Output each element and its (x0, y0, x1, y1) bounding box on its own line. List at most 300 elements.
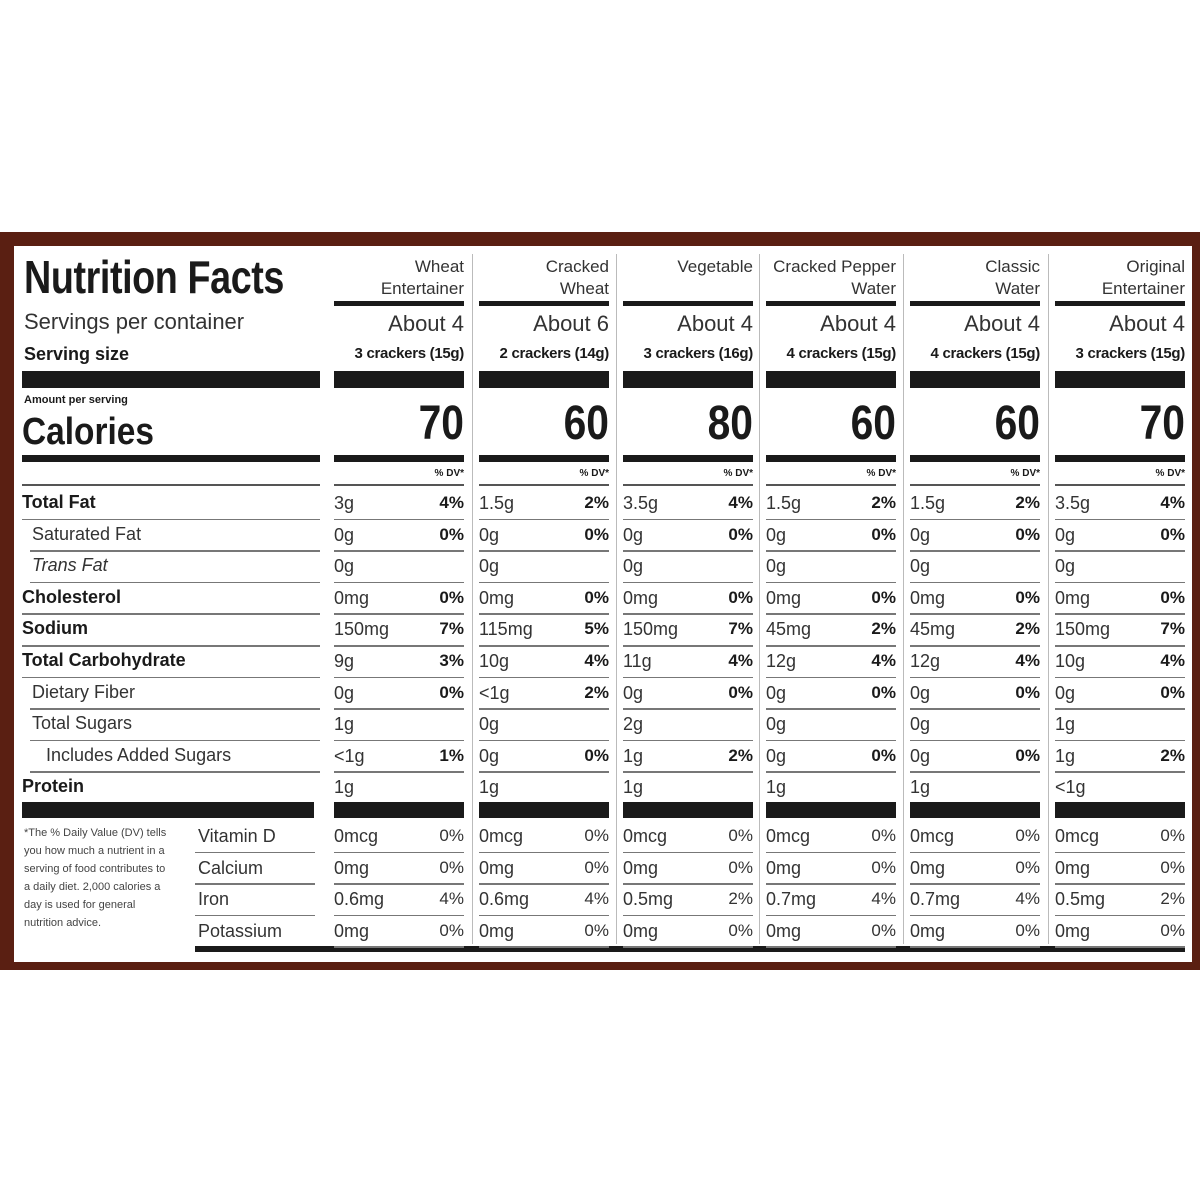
nutrient-dv: 2% (871, 619, 896, 639)
row-rule (1055, 550, 1185, 552)
calories-value: 70 (418, 397, 464, 450)
nutrient-amount: 150mg (623, 619, 679, 640)
vitamin-dv: 0% (584, 857, 609, 877)
vitamin-rule (623, 852, 753, 854)
vitamin-amount: 0.7mg (766, 889, 817, 910)
servings-value: About 6 (533, 311, 609, 336)
nutrient-dv: 0% (1160, 682, 1185, 702)
column-separator (1048, 254, 1049, 944)
nutrient-dv: 7% (728, 619, 753, 639)
nutrient-amount: 1g (479, 777, 500, 798)
vitamin-dv: 2% (728, 889, 753, 909)
vitamin-rule (766, 946, 896, 948)
nutrient-amount: 1g (623, 745, 644, 766)
nutrient-dv: 0% (439, 524, 464, 544)
nutrient-dv: 4% (728, 493, 753, 512)
product-thick-bottom (910, 802, 1040, 818)
nutrient-dv: 4% (871, 651, 896, 670)
nutrient-dv: 7% (439, 619, 464, 639)
nutrient-dv: 2% (871, 493, 896, 512)
vitamin-rule (479, 946, 609, 948)
nutrient-amount: 150mg (334, 619, 390, 640)
row-rule (479, 771, 609, 773)
vitamin-rule (479, 915, 609, 917)
serving-size-value: 2 crackers (14g) (499, 345, 609, 362)
vitamin-dv: 0% (728, 857, 753, 877)
row-rule (910, 677, 1040, 679)
serving-size-value: 3 crackers (16g) (643, 345, 753, 362)
vitamin-amount: 0mcg (1055, 826, 1100, 846)
amount-per-serving-label: Amount per serving (24, 394, 128, 406)
serving-size-value: 4 crackers (15g) (786, 345, 896, 362)
row-rule (334, 519, 464, 521)
nutrient-dv: 4% (1015, 651, 1040, 670)
nutrient-amount: 12g (910, 651, 941, 671)
serving-size-label: Serving size (24, 344, 130, 364)
vitamin-rule (479, 883, 609, 885)
calories-value: 80 (707, 397, 753, 450)
nutrient-amount: 1g (910, 777, 931, 798)
servings-value: About 4 (820, 311, 896, 336)
serving-size-value: 3 crackers (15g) (354, 345, 464, 362)
row-rule (1055, 708, 1185, 710)
vitamin-dv: 0% (728, 920, 753, 940)
row-rule (479, 582, 609, 584)
row-rule (623, 550, 753, 552)
nutrient-label-total_fat: Total Fat (22, 492, 96, 512)
nutrient-dv: 0% (871, 682, 896, 702)
vitamin-amount: 0mg (623, 920, 659, 941)
product-name-line: Classic (985, 257, 1040, 276)
nutrient-dv: 0% (439, 587, 464, 607)
vitamin-dv: 4% (439, 889, 464, 909)
vitamin-rule (766, 915, 896, 917)
nutrient-dv: 4% (584, 651, 609, 670)
nutrient-amount: 2g (623, 714, 644, 735)
product-thick-bottom (623, 802, 753, 818)
dv-header: % DV* (434, 468, 464, 479)
vitamin-rule (195, 883, 315, 885)
row-rule (766, 677, 896, 679)
product-thick-bottom (766, 802, 896, 818)
nutrient-amount: 0mg (910, 587, 946, 608)
calories-value: 70 (1139, 397, 1185, 450)
nutrient-amount: 0g (479, 714, 500, 735)
vitamin-dv: 4% (1015, 889, 1040, 909)
servings-value: About 4 (388, 311, 464, 336)
vitamin-label-potassium: Potassium (198, 920, 283, 941)
row-rule (479, 613, 609, 615)
nutrient-dv: 2% (1160, 745, 1185, 765)
row-rule (1055, 677, 1185, 679)
row-rule (910, 771, 1040, 773)
row-rule (479, 645, 609, 647)
divider-thin (22, 484, 320, 486)
vitamin-amount: 0mg (1055, 857, 1091, 878)
row-rule (623, 613, 753, 615)
vitamin-rule (334, 883, 464, 885)
nutrient-label-total_sugars: Total Sugars (32, 713, 133, 734)
vitamin-rule (766, 883, 896, 885)
row-rule (30, 740, 320, 742)
vitamin-dv: 0% (439, 920, 464, 940)
nutrient-amount: 1.5g (766, 493, 802, 513)
vitamin-amount: 0.6mg (334, 889, 385, 910)
dv-header: % DV* (1010, 468, 1040, 479)
nutrient-amount: 115mg (479, 619, 533, 640)
product-thick-bar (1055, 371, 1185, 388)
product-name-line: Water (995, 279, 1040, 298)
vitamin-dv: 0% (1015, 857, 1040, 877)
vitamin-amount: 0mcg (766, 826, 811, 846)
vitamin-amount: 0.5mg (1055, 889, 1106, 910)
nutrient-label-sodium: Sodium (22, 618, 88, 639)
footnote: *The % Daily Value (DV) tells you how much a nutrient in a serving of food contributes to a daily diet. 2,000 calories a day is used for general nutrition advice. (24, 827, 167, 929)
nutrient-dv: 2% (1015, 493, 1040, 512)
serving-size-value: 3 crackers (15g) (1075, 345, 1185, 362)
vitamin-rule (623, 883, 753, 885)
product-medium-bar (910, 455, 1040, 462)
label-title: Nutrition Facts (24, 251, 284, 303)
nutrient-dv: 0% (1160, 524, 1185, 544)
vitamin-amount: 0mg (1055, 920, 1091, 941)
nutrient-amount: 0g (1055, 682, 1076, 703)
nutrient-dv: 1% (439, 745, 464, 765)
servings-value: About 4 (964, 311, 1040, 336)
nutrient-amount: 0g (334, 524, 355, 545)
nutrient-amount: 0g (766, 556, 787, 577)
row-rule (766, 740, 896, 742)
product-thick-bottom (334, 802, 464, 818)
vitamin-dv: 0% (1160, 826, 1185, 845)
nutrient-label-total_carbohydrate: Total Carbohydrate (22, 650, 186, 670)
nutrient-amount: 1g (1055, 745, 1076, 766)
nutrient-amount: 1g (334, 777, 355, 798)
nutrient-dv: 4% (1160, 493, 1185, 512)
nutrient-amount: 0g (910, 524, 931, 545)
row-rule (334, 645, 464, 647)
nutrient-amount: 0g (910, 556, 931, 577)
product-name-line: Original (1126, 257, 1185, 276)
servings-value: About 4 (1109, 311, 1185, 336)
nutrient-dv: 0% (871, 587, 896, 607)
vitamin-rule (1055, 852, 1185, 854)
nutrient-dv: 2% (1015, 619, 1040, 639)
row-rule (479, 519, 609, 521)
vitamin-amount: 0mg (334, 920, 370, 941)
row-rule (479, 708, 609, 710)
row-rule (910, 550, 1040, 552)
vitamin-rule (1055, 946, 1185, 948)
nutrient-amount: 10g (1055, 651, 1086, 671)
dv-header: % DV* (723, 468, 753, 479)
nutrient-amount: 1.5g (479, 493, 515, 513)
nutrient-dv: 4% (439, 493, 464, 512)
vitamin-rule (910, 883, 1040, 885)
nutrient-amount: 45mg (910, 619, 956, 640)
nutrient-dv: 0% (1015, 524, 1040, 544)
row-rule (1055, 582, 1185, 584)
product-thick-bar (334, 371, 464, 388)
nutrient-amount: 0g (1055, 524, 1076, 545)
vitamin-amount: 0mcg (479, 826, 524, 846)
nutrient-amount: 3.5g (623, 493, 659, 513)
nutrient-amount: 9g (334, 651, 355, 671)
row-rule (910, 645, 1040, 647)
row-rule (766, 613, 896, 615)
row-rule (623, 740, 753, 742)
product-name-line: Entertainer (1101, 279, 1185, 298)
vitamin-amount: 0mcg (334, 826, 379, 846)
nutrient-amount: 10g (479, 651, 510, 671)
nutrient-amount: 0mg (334, 587, 370, 608)
nutrient-amount: 150mg (1055, 619, 1111, 640)
product-thick-bar (479, 371, 609, 388)
nutrient-label-cholesterol: Cholesterol (22, 586, 122, 607)
vitamin-amount: 0mg (479, 920, 515, 941)
vitamin-dv: 0% (584, 920, 609, 940)
vitamin-amount: 0mcg (910, 826, 955, 846)
nutrient-label-added_sugars: Includes Added Sugars (46, 744, 232, 765)
row-rule (910, 708, 1040, 710)
nutrient-amount: 0g (766, 682, 787, 703)
product-thin-rule (479, 484, 609, 486)
nutrient-amount: 12g (766, 651, 797, 671)
product-header-rule (1055, 301, 1185, 306)
row-rule (334, 740, 464, 742)
vitamin-rule (1055, 883, 1185, 885)
row-rule (1055, 519, 1185, 521)
product-header-rule (623, 301, 753, 306)
dv-header: % DV* (579, 468, 609, 479)
nutrient-amount: 0mg (766, 587, 802, 608)
vitamin-amount: 0mg (334, 857, 370, 878)
product-name-line: Entertainer (380, 279, 464, 298)
vitamin-dv: 0% (584, 826, 609, 845)
nutrient-label-protein: Protein (22, 776, 85, 797)
row-rule (623, 645, 753, 647)
vitamin-amount: 0mg (766, 920, 802, 941)
nutrient-dv: 0% (1160, 587, 1185, 607)
dv-header: % DV* (866, 468, 896, 479)
row-rule (334, 677, 464, 679)
row-rule (623, 582, 753, 584)
vitamin-amount: 0mg (910, 920, 946, 941)
nutrient-label-saturated_fat: Saturated Fat (32, 523, 142, 544)
row-rule (766, 550, 896, 552)
divider-thick (22, 371, 320, 388)
vitamin-dv: 0% (439, 857, 464, 877)
vitamin-rule (195, 915, 315, 917)
nutrient-amount: 0mg (623, 587, 659, 608)
vitamin-dv: 4% (871, 889, 896, 909)
vitamin-dv: 0% (1015, 826, 1040, 845)
nutrient-amount: 0g (334, 682, 355, 703)
nutrient-dv: 4% (728, 651, 753, 670)
nutrient-dv: 3% (439, 651, 464, 670)
nutrient-amount: <1g (479, 682, 510, 703)
calories-label: Calories (22, 411, 154, 453)
vitamin-rule (766, 852, 896, 854)
product-name-line: Cracked Pepper (773, 257, 896, 276)
vitamin-rule (910, 915, 1040, 917)
serving-size-value: 4 crackers (15g) (930, 345, 1040, 362)
vitamin-rule (479, 852, 609, 854)
calories-value: 60 (994, 397, 1040, 450)
row-rule (623, 677, 753, 679)
row-rule (910, 582, 1040, 584)
nutrient-amount: 0mg (1055, 587, 1091, 608)
row-rule (1055, 740, 1185, 742)
row-rule (334, 613, 464, 615)
nutrient-dv: 0% (1015, 682, 1040, 702)
product-thin-rule (334, 484, 464, 486)
row-rule (334, 771, 464, 773)
row-rule (623, 708, 753, 710)
vitamin-dv: 0% (871, 826, 896, 845)
vitamin-amount: 0mg (479, 857, 515, 878)
nutrient-amount: 0g (479, 556, 500, 577)
vitamin-rule (334, 852, 464, 854)
nutrient-label-dietary_fiber: Dietary Fiber (32, 681, 136, 702)
nutrient-amount: 3g (334, 493, 355, 513)
nutrient-amount: 1.5g (910, 493, 946, 513)
nutrient-amount: <1g (334, 745, 365, 766)
nutrient-amount: 1g (623, 777, 644, 798)
vitamin-rule (1055, 915, 1185, 917)
divider-thick-bottom (22, 802, 314, 818)
nutrient-amount: 1g (334, 714, 355, 735)
row-rule (22, 613, 320, 615)
row-rule (766, 582, 896, 584)
vitamin-amount: 0mg (623, 857, 659, 878)
row-rule (910, 740, 1040, 742)
vitamin-rule (623, 946, 753, 948)
vitamin-dv: 2% (1160, 889, 1185, 909)
nutrient-amount: 0g (910, 682, 931, 703)
nutrient-dv: 4% (1160, 651, 1185, 670)
row-rule (22, 645, 320, 647)
product-thick-bottom (479, 802, 609, 818)
column-separator (903, 254, 904, 944)
vitamin-amount: 0mg (766, 857, 802, 878)
column-separator (759, 254, 760, 944)
product-medium-bar (766, 455, 896, 462)
product-medium-bar (623, 455, 753, 462)
nutrient-dv: 0% (584, 587, 609, 607)
vitamin-dv: 0% (439, 826, 464, 845)
vitamin-dv: 0% (728, 826, 753, 845)
servings-per-container-label: Servings per container (24, 309, 245, 334)
product-thick-bar (910, 371, 1040, 388)
nutrient-amount: 0g (766, 745, 787, 766)
row-rule (1055, 613, 1185, 615)
nutrient-dv: 2% (584, 682, 609, 702)
vitamin-dv: 4% (584, 889, 609, 909)
product-header-rule (910, 301, 1040, 306)
nutrient-amount: 3.5g (1055, 493, 1091, 513)
servings-value: About 4 (677, 311, 753, 336)
row-rule (479, 677, 609, 679)
nutrient-amount: 1g (766, 777, 787, 798)
row-rule (334, 550, 464, 552)
product-thick-bottom (1055, 802, 1185, 818)
product-name-line: Vegetable (677, 257, 753, 276)
product-medium-bar (334, 455, 464, 462)
vitamin-dv: 0% (871, 857, 896, 877)
product-header-rule (334, 301, 464, 306)
nutrient-amount: 0g (910, 745, 931, 766)
calories-value: 60 (850, 397, 896, 450)
vitamin-amount: 0mcg (623, 826, 668, 846)
row-rule (22, 677, 320, 679)
nutrient-amount: 0g (766, 714, 787, 735)
row-rule (623, 519, 753, 521)
row-rule (1055, 645, 1185, 647)
vitamin-dv: 0% (1160, 857, 1185, 877)
nutrient-amount: 0g (623, 524, 644, 545)
nutrient-amount: <1g (1055, 777, 1086, 798)
vitamin-label-vitamin_d: Vitamin D (198, 826, 276, 846)
column-separator (616, 254, 617, 944)
product-name-line: Wheat (414, 257, 464, 276)
vitamin-amount: 0.5mg (623, 889, 674, 910)
row-rule (334, 582, 464, 584)
row-rule (334, 708, 464, 710)
vitamin-label-iron: Iron (198, 889, 230, 910)
vitamin-dv: 0% (871, 920, 896, 940)
row-rule (479, 550, 609, 552)
nutrient-dv: 0% (871, 745, 896, 765)
nutrient-amount: 0mg (479, 587, 515, 608)
product-header-rule (479, 301, 609, 306)
nutrient-dv: 2% (584, 493, 609, 512)
vitamin-dv: 0% (1160, 920, 1185, 940)
vitamin-rule (195, 852, 315, 854)
nutrient-amount: 0g (479, 745, 500, 766)
nutrient-dv: 7% (1160, 619, 1185, 639)
row-rule (766, 519, 896, 521)
dv-header: % DV* (1155, 468, 1185, 479)
vitamin-amount: 0.6mg (479, 889, 530, 910)
calories-value: 60 (563, 397, 609, 450)
product-header-rule (766, 301, 896, 306)
nutrient-dv: 0% (728, 524, 753, 544)
row-rule (1055, 771, 1185, 773)
nutrient-dv: 0% (439, 682, 464, 702)
nutrient-dv: 0% (728, 682, 753, 702)
vitamin-rule (334, 915, 464, 917)
row-rule (766, 708, 896, 710)
column-separator (472, 254, 473, 944)
vitamin-rule (623, 915, 753, 917)
nutrient-amount: 0g (479, 524, 500, 545)
row-rule (22, 519, 320, 521)
row-rule (30, 771, 320, 773)
vitamin-label-calcium: Calcium (198, 857, 264, 878)
nutrient-dv: 0% (1015, 587, 1040, 607)
nutrient-dv: 0% (584, 524, 609, 544)
nutrient-dv: 0% (584, 745, 609, 765)
vitamin-rule (334, 946, 464, 948)
product-thin-rule (1055, 484, 1185, 486)
product-medium-bar (1055, 455, 1185, 462)
nutrient-amount: 0g (623, 682, 644, 703)
divider-medium (22, 455, 320, 462)
vitamin-amount: 0.7mg (910, 889, 961, 910)
row-rule (30, 708, 320, 710)
nutrient-dv: 0% (871, 524, 896, 544)
